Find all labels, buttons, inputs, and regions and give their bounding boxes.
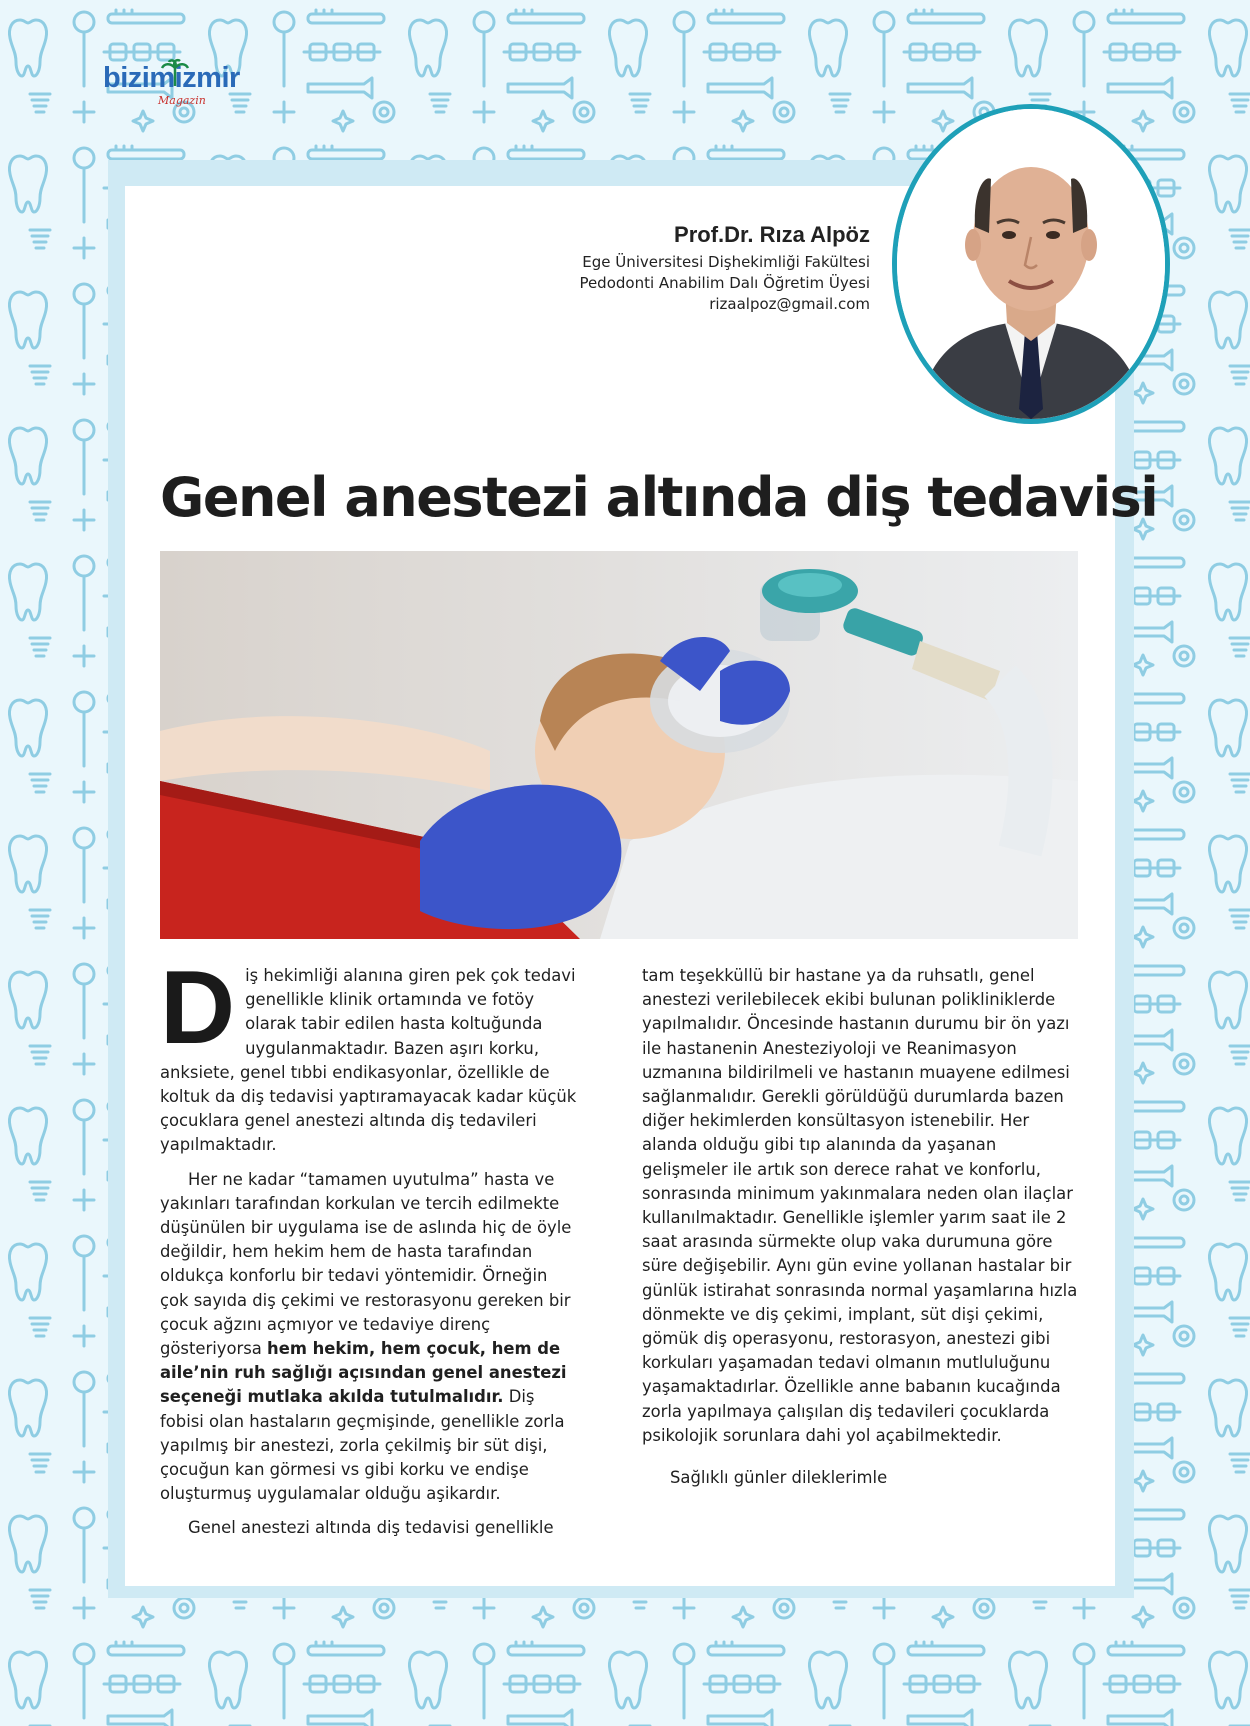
logo-subtitle: Magazin: [158, 94, 206, 107]
article-column-right: [642, 964, 1082, 1500]
drop-cap: D: [160, 950, 236, 1066]
author-department: Pedodonti Anabilim Dalı Öğretim Üyesi: [579, 274, 870, 292]
author-portrait-image: [897, 109, 1165, 419]
paragraph-2-text-a: Her ne kadar “tamamen uyutulma” hasta ve yakınları tarafından korkulan ve tercih edilmekte düşünülen bir uygulama ise de aslında hiç de öyle değildir, hem hekim hem de hasta tarafından oldukça konforlu bir tedavi yöntemidir. Örneğin çok sayıda diş çekimi ve restorasyonu gereken bir çocuk ağzını açmıyor ve tedaviye direnç gösteriyorsa: [160, 1169, 572, 1359]
article-column-left: [160, 950, 578, 1551]
article-title: Genel anestezi altında diş tedavisi: [160, 466, 1158, 529]
paragraph-2: [160, 1168, 578, 1507]
paragraph-intro: [160, 950, 578, 1158]
author-name: Prof.Dr. Rıza Alpöz: [674, 222, 870, 247]
logo-text: bizimizmir: [103, 62, 240, 94]
paragraph-2-text-b: Diş fobisi olan hastaların geçmişinde, genellikle zorla yapılmış bir anestezi, zorla çekilmiş bir süt dişi, çocuğun kan görmesi vs gibi korku ve endişe oluşturmuş uygulamalar olduğu aşikardır.: [160, 1387, 565, 1504]
paragraph-2-bold: hem hekim, hem çocuk, hem de aile’nin ruh sağlığı açısından genel anestezi seçeneği mutlaka akılda tutulmalıdır.: [160, 1339, 567, 1407]
author-block: [579, 222, 870, 315]
author-email[interactable]: rizaalpoz@gmail.com: [709, 295, 870, 313]
paragraph-3: Genel anestezi altında diş tedavisi genellikle: [188, 1518, 554, 1538]
author-affiliation: Ege Üniversitesi Dişhekimliği Fakültesi: [582, 253, 870, 271]
author-portrait: [892, 104, 1170, 424]
paragraph-4: tam teşekküllü bir hastane ya da ruhsatlı, genel anestezi verilebilecek ekibi bulunan polikliniklerde yapılmalıdır. Öncesinde hastanın durumu bir ön yazı ile hastanenin Anesteziyoloji ve Reanimasyon uzmanına bildirilmeli ve hastanın muayene edilmesi sağlanmalıdır. Gerekli görüldüğü durumlarda bazen diğer hekimlerden konsültasyon istenebilir. Her alanda olduğu gibi tıp alanında da yaşanan gelişmeler ile artık son derece rahat ve konforlu, sonrasında minimum yakınmalara neden olan ilaçlar kullanılmaktadır. Genellikle işlemler yarım saat ile 2 saat arasında sürmekte olup vaka durumuna göre süre değişebilir. Aynı gün evine yollanan hastalar bir günlük istirahat sonrasında normal yaşamlarına hızla dönmekte ve diş çekimi, implant, süt dişi çekimi, gömük diş operasyonu, restorasyon, anestezi gibi korkuları yaşamadan tedavi olmanın mutluluğunu yaşamaktadırlar. Özellikle anne babanın kucağında zorla yapılmaya çalışılan diş tedavileri çocuklarda psikolojik sorunlara dahi yol açabilmektedir.: [642, 966, 1078, 1445]
closing-line: Sağlıklı günler dileklerimle: [670, 1468, 888, 1488]
palm-tree-icon: [160, 58, 190, 88]
magazine-logo[interactable]: [100, 58, 270, 110]
article-photo: [160, 551, 1078, 939]
paragraph-intro-text: iş hekimliği alanına giren pek çok tedavi genellikle klinik ortamında ve fotöy olarak tabir edilen hasta koltuğunda uygulanmaktadır. Bazen aşırı korku, anksiete, genel tıbbi endikasyonlar, özellikle de koltuk da diş tedavisi yaptıramayacak kadar küçük çocuklara genel anestezi altında diş tedavileri yapılmaktadır.: [160, 966, 577, 1155]
